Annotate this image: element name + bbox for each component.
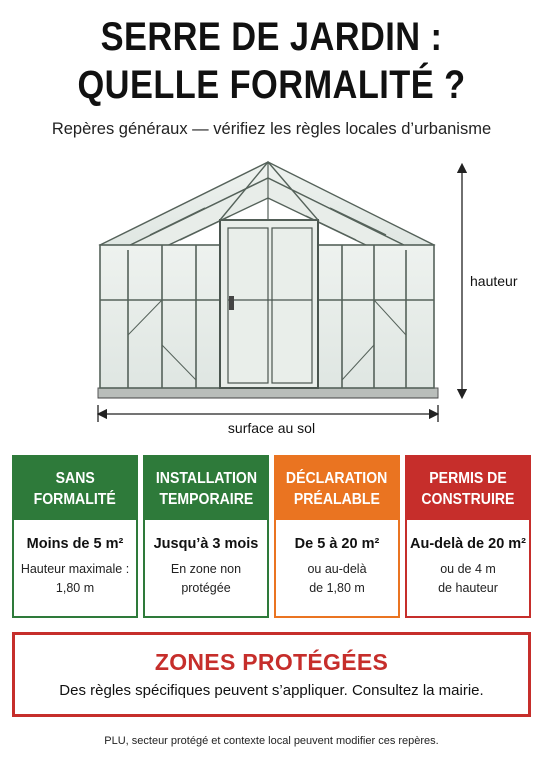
card-title-line2: CONSTRUIRE (421, 490, 515, 508)
card-installation-temporaire (143, 455, 269, 618)
protected-zones-text: Des règles spécifiques peuvent s’appliquer. Consultez la mairie. (59, 682, 484, 699)
greenhouse-base (98, 388, 438, 398)
card-main-value: Moins de 5 m² (26, 536, 124, 552)
card-note-line1: En zone non (170, 562, 242, 576)
height-label: hauteur (470, 273, 518, 289)
card-note (276, 560, 398, 598)
surface-label: surface au sol (227, 420, 316, 436)
page-subtitle: Repères généraux — vérifiez les règles locales d’urbanisme (51, 120, 492, 138)
card-title-line1: DÉCLARATION (286, 469, 388, 487)
protected-zones-box (12, 632, 531, 717)
card-title-line1: INSTALLATION (155, 469, 257, 487)
card-title-line1: PERMIS DE (429, 469, 507, 487)
card-declaration-prealable (274, 455, 400, 618)
greenhouse-illustration (0, 150, 543, 445)
card-header (276, 457, 398, 520)
card-header (14, 457, 136, 520)
footer-note: PLU, secteur protégé et contexte local peuvent modifier ces repères. (104, 735, 439, 747)
page-title-line1: SERRE DE JARDIN : (100, 15, 443, 59)
card-main-value: De 5 à 20 m² (294, 536, 380, 552)
page-title-line2: QUELLE FORMALITÉ ? (77, 63, 466, 107)
card-title-line2: TEMPORAIRE (159, 490, 253, 508)
card-note-line2: 1,80 m (55, 581, 95, 595)
card-note-line2: de 1,80 m (309, 581, 365, 595)
card-title-line2: FORMALITÉ (33, 490, 117, 508)
card-title-line1: SANS (55, 469, 95, 487)
card-main-value: Jusqu’à 3 mois (153, 536, 259, 552)
card-permis-de-construire (405, 455, 531, 618)
card-title-line2: PRÉALABLE (293, 490, 381, 508)
greenhouse-door (220, 220, 318, 388)
protected-zones-title: ZONES PROTÉGÉES (154, 649, 389, 675)
card-note-line1: ou au-delà (307, 562, 367, 576)
card-note (14, 560, 136, 598)
card-sans-formalite (12, 455, 138, 618)
card-note-line1: Hauteur maximale : (20, 562, 130, 576)
card-header (407, 457, 529, 520)
card-note (145, 560, 267, 598)
card-note-line2: protégée (181, 581, 231, 595)
card-main-value: Au-delà de 20 m² (409, 536, 527, 552)
formality-cards (12, 455, 531, 618)
card-note-line1: ou de 4 m (440, 562, 496, 576)
card-note-line2: de hauteur (438, 581, 498, 595)
card-header (145, 457, 267, 520)
card-note (407, 560, 529, 598)
